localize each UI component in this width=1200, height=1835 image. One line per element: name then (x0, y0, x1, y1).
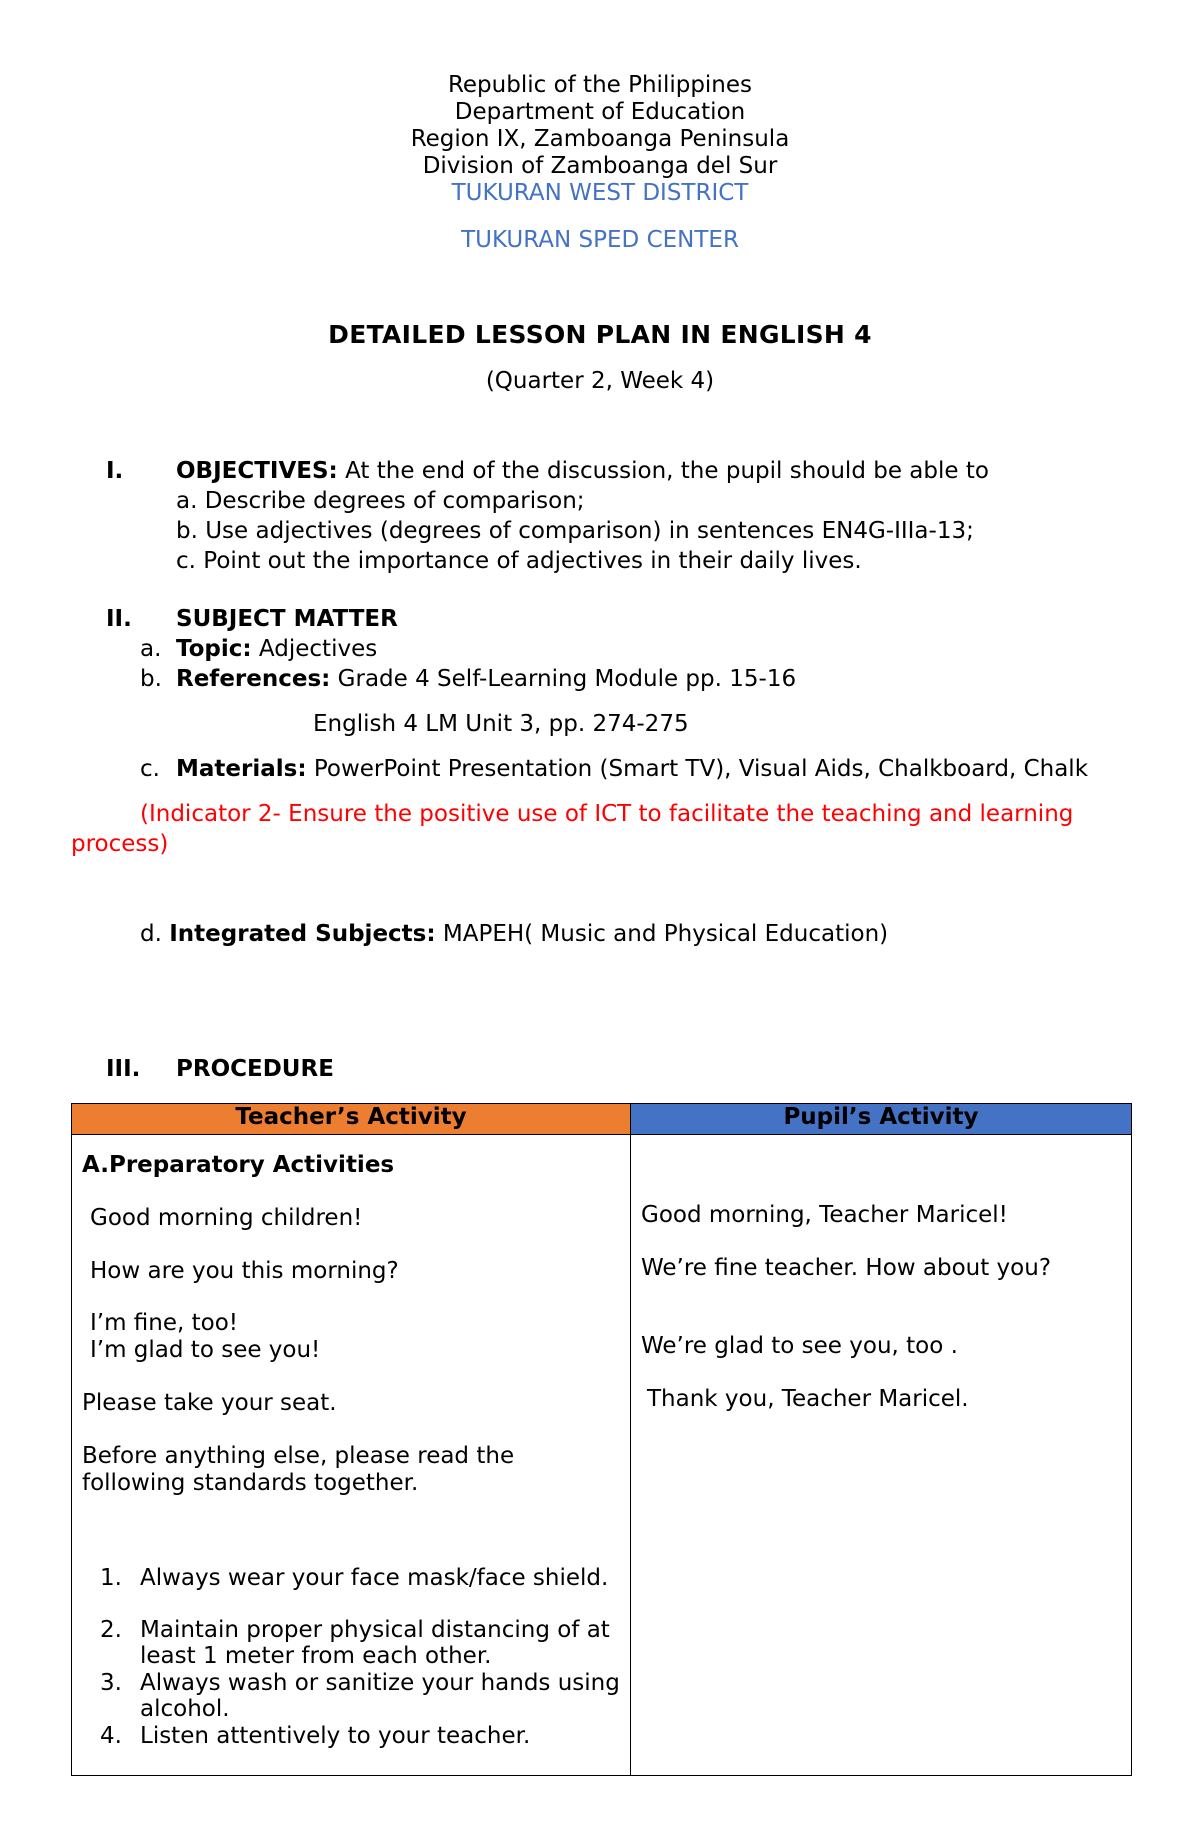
objectives-intro: At the end of the discussion, the pupil should be able to (337, 458, 989, 484)
pupil-line: We’re glad to see you, too . (641, 1333, 958, 1359)
subject-matter-numeral: II. (106, 606, 132, 632)
region-line: Region IX, Zamboanga Peninsula (410, 126, 790, 152)
pupil-activity-cell (631, 1135, 1132, 1776)
standard-text: Maintain proper physical distancing of at least 1 meter from each other. (140, 1617, 610, 1669)
district-line: TUKURAN WEST DISTRICT (451, 180, 749, 206)
materials-letter: c. (140, 756, 160, 782)
references-line (176, 665, 796, 694)
standard-item (100, 1617, 620, 1669)
objective-item: a. Describe degrees of comparison; (176, 488, 585, 514)
procedure-heading: PROCEDURE (176, 1056, 334, 1082)
procedure-table (71, 1103, 1132, 1776)
integrated-letter: d. (140, 921, 162, 947)
department-line: Department of Education (454, 99, 746, 125)
teacher-line: Before anything else, please read the (82, 1443, 515, 1469)
references-letter: b. (140, 666, 162, 692)
standard-number: 2. (100, 1617, 122, 1643)
pupil-line: Thank you, Teacher Maricel. (647, 1386, 969, 1412)
document-subtitle: (Quarter 2, Week 4) (485, 368, 715, 394)
teacher-line: Good morning children! (90, 1205, 363, 1231)
references-value: Grade 4 Self-Learning Module pp. 15-16 (330, 666, 797, 692)
section-heading: A.Preparatory Activities (82, 1152, 395, 1178)
country-line: Republic of the Philippines (447, 72, 753, 98)
teacher-line: Please take your seat. (82, 1390, 337, 1416)
procedure-numeral: III. (106, 1056, 141, 1082)
subject-matter-heading: SUBJECT MATTER (176, 606, 398, 632)
topic-line (176, 635, 377, 664)
materials-label: Materials: (176, 756, 307, 782)
integrated-subjects-line (140, 920, 888, 949)
pupil-line: Good morning, Teacher Maricel! (641, 1202, 1008, 1228)
standard-number: 4. (100, 1723, 122, 1749)
teacher-line: following standards together. (82, 1470, 419, 1496)
objective-item: b. Use adjectives (degrees of comparison) in sentences EN4G-IIIa-13; (176, 518, 974, 544)
topic-value: Adjectives (251, 636, 378, 662)
pupil-line: We’re fine teacher. How about you? (641, 1255, 1052, 1281)
teacher-line: I’m glad to see you! (90, 1337, 321, 1363)
materials-value: PowerPoint Presentation (Smart TV), Visual Aids, Chalkboard, Chalk (306, 756, 1089, 782)
teacher-line: I’m fine, too! (90, 1310, 239, 1336)
standard-item (100, 1565, 620, 1591)
teacher-activity-header: Teacher’s Activity (72, 1104, 631, 1135)
integrated-value: MAPEH( Music and Physical Education) (435, 921, 889, 947)
teacher-line: How are you this morning? (90, 1258, 399, 1284)
standard-text: Always wear your face mask/face shield. (140, 1565, 609, 1591)
references-value-2: English 4 LM Unit 3, pp. 274-275 (313, 711, 689, 737)
standard-item (100, 1723, 620, 1749)
teacher-activity-cell (72, 1135, 631, 1776)
references-label: References: (176, 666, 331, 692)
document-title: DETAILED LESSON PLAN IN ENGLISH 4 (328, 320, 872, 349)
objectives-label: OBJECTIVES: (176, 458, 338, 484)
topic-letter: a. (140, 636, 162, 662)
division-line: Division of Zamboanga del Sur (422, 153, 778, 179)
objective-item: c. Point out the importance of adjectives in their daily lives. (176, 548, 862, 574)
materials-line (176, 755, 1088, 784)
indicator-note: (Indicator 2- Ensure the positive use of ICT to facilitate the teaching and learning (140, 801, 1074, 827)
objectives-heading (176, 457, 989, 486)
standard-item (100, 1670, 620, 1722)
pupil-activity-header: Pupil’s Activity (631, 1104, 1132, 1135)
objectives-numeral: I. (106, 458, 124, 484)
indicator-note-cont: process) (71, 831, 169, 857)
standard-number: 3. (100, 1670, 122, 1696)
school-line: TUKURAN SPED CENTER (461, 227, 739, 253)
standard-number: 1. (100, 1565, 122, 1591)
standard-text: Listen attentively to your teacher. (140, 1723, 531, 1749)
letterhead (0, 72, 1200, 207)
standard-text: Always wash or sanitize your hands using alcohol. (140, 1670, 620, 1722)
integrated-label: Integrated Subjects: (169, 921, 436, 947)
topic-label: Topic: (176, 636, 252, 662)
